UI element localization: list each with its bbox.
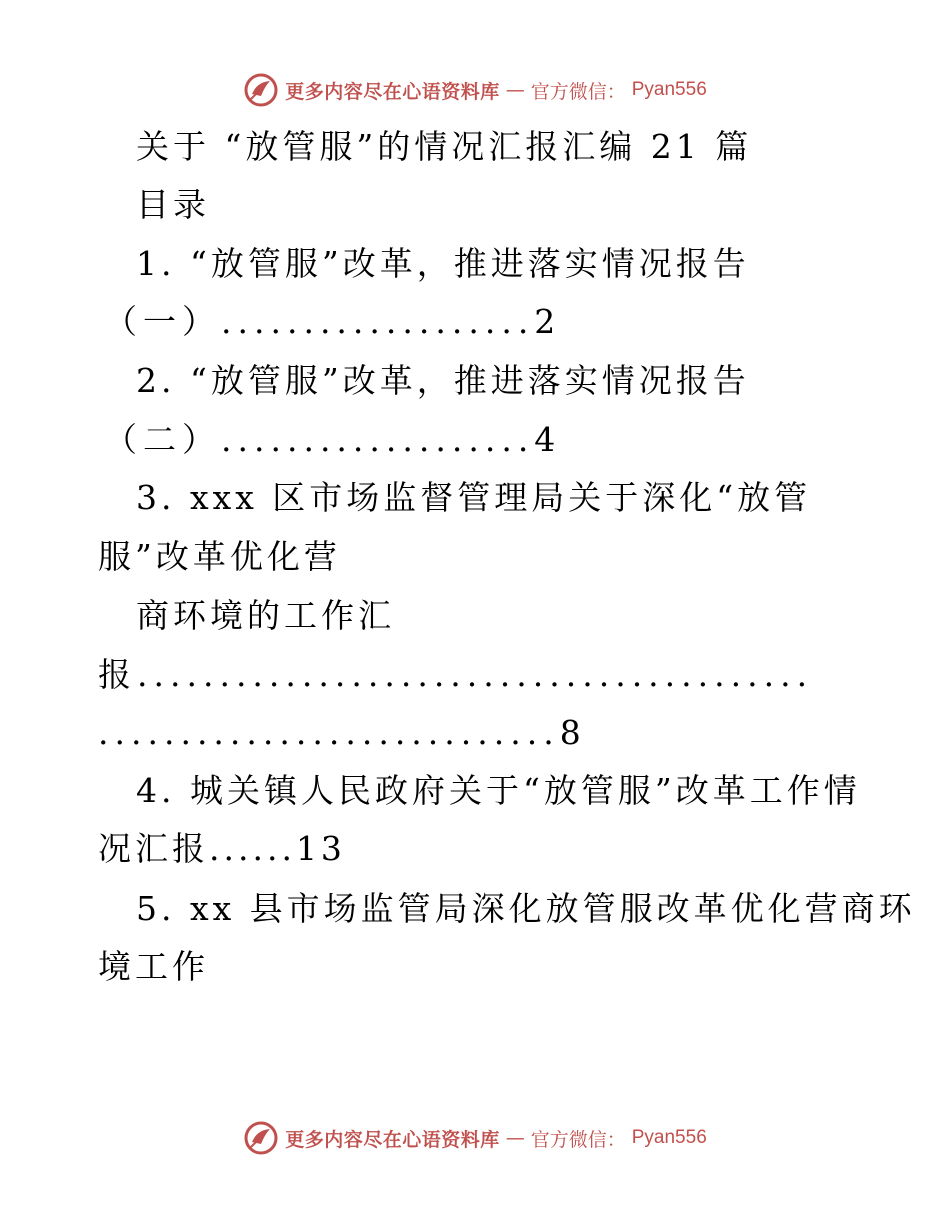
toc-item-5-line-1: 5. xx 县市场监管局深化放管服改革优化营商环 (136, 889, 916, 928)
brand-logo-icon (243, 1120, 279, 1156)
header-watermark-banner (0, 70, 950, 110)
banner-dash: — (505, 1127, 525, 1149)
toc-item-5-line-2: 境工作 (98, 947, 209, 986)
banner-wechat-id: Pyan556 (631, 1127, 707, 1148)
banner-dash: — (505, 79, 525, 101)
banner-site-text: 更多内容尽在心语资料库 (285, 80, 500, 103)
toc-item-3-line-5: ............................8 (98, 713, 587, 752)
toc-item-1-line-1: 1. “放管服”改革，推进落实情况报告 (136, 244, 750, 283)
toc-heading: 目录 (136, 185, 210, 224)
toc-item-2-line-2: （二）...................4 (104, 420, 562, 459)
document-title: 关于 “放管服”的情况汇报汇编 21 篇 (136, 127, 753, 166)
toc-item-1-line-2: （一）...................2 (104, 302, 562, 341)
toc-item-3-line-2: 服”改革优化营 (98, 537, 341, 576)
toc-item-4-line-1: 4. 城关镇人民政府关于“放管服”改革工作情 (136, 771, 861, 810)
banner-wechat-label: 官方微信： (530, 1128, 626, 1151)
toc-item-2-line-1: 2. “放管服”改革，推进落实情况报告 (136, 361, 750, 400)
toc-item-3-line-3: 商环境的工作汇 (136, 596, 395, 635)
banner-site-text: 更多内容尽在心语资料库 (285, 1128, 500, 1151)
brand-logo-icon (243, 72, 279, 108)
toc-item-3-line-4: 报......................................... (98, 655, 814, 694)
banner-wechat-label: 官方微信： (530, 80, 626, 103)
toc-item-3-line-1: 3. xxx 区市场监督管理局关于深化“放管 (136, 478, 812, 517)
footer-watermark-banner (0, 1118, 950, 1158)
banner-wechat-id: Pyan556 (631, 79, 707, 100)
toc-item-4-line-2: 况汇报......13 (98, 829, 346, 868)
